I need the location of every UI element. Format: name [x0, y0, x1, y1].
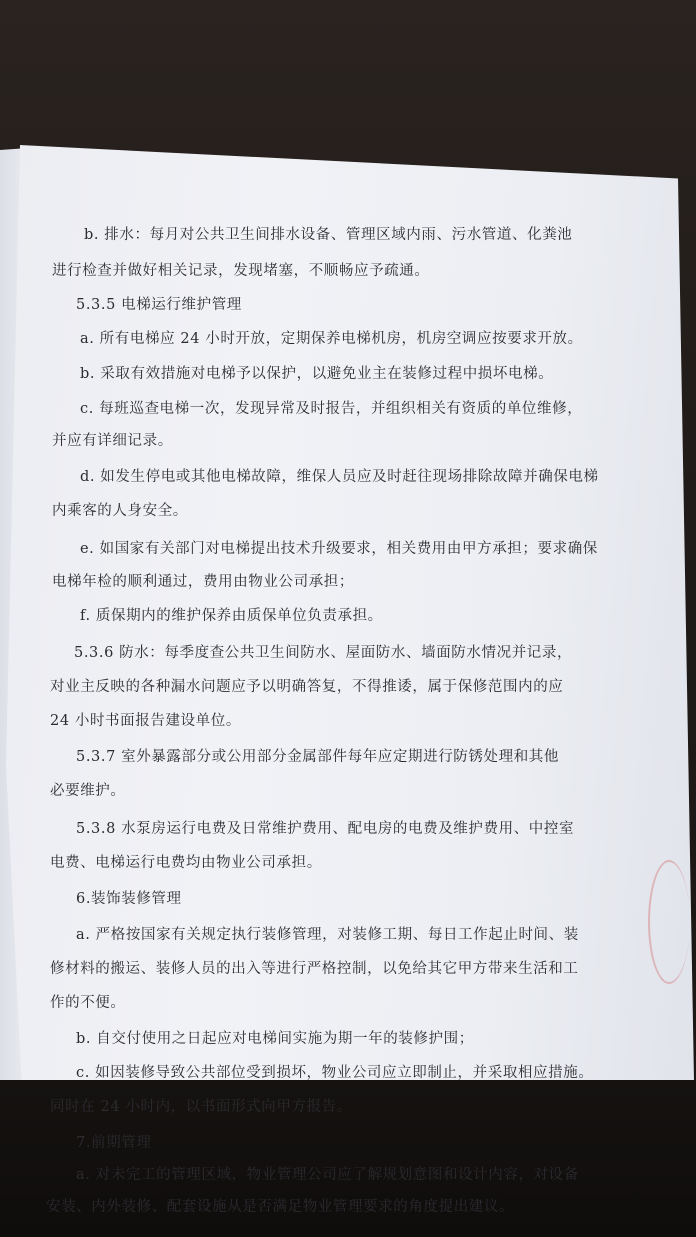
text-line: b. 自交付使用之日起应对电梯间实施为期一年的装修护围；: [76, 1031, 474, 1047]
text-line: d. 如发生停电或其他电梯故障，维保人员应及时赶往现场排除故障并确保电梯: [80, 469, 599, 485]
text-line: b. 采取有效措施对电梯予以保护，以避免业主在装修过程中损坏电梯。: [80, 366, 554, 382]
section-heading: 5.3.5 电梯运行维护管理: [76, 297, 242, 313]
text-line: a. 严格按国家有关规定执行装修管理，对装修工期、每日工作起止时间、装: [76, 927, 579, 943]
text-line: 电费、电梯运行电费均由物业公司承担。: [50, 855, 322, 871]
text-line: 修材料的搬运、装修人员的出入等进行严格控制，以免给其它甲方带来生活和工: [50, 961, 579, 977]
text-line: 必要维护。: [50, 783, 126, 799]
text-line: 并应有详细记录。: [52, 433, 173, 449]
text-line: 5.3.6 防水：每季度查公共卫生间防水、屋面防水、墙面防水情况并记录，: [74, 645, 573, 661]
text-line: 内乘客的人身安全。: [52, 503, 188, 519]
text-line: 对业主反映的各种漏水问题应予以明确答复，不得推诿，属于保修范围内的应: [50, 679, 564, 695]
text-line: 5.3.7 室外暴露部分或公用部分金属部件每年应定期进行防锈处理和其他: [76, 749, 560, 765]
text-line: c. 每班巡查电梯一次，发现异常及时报告，并组织相关有资质的单位维修，: [80, 401, 583, 417]
text-line: b. 排水：每月对公共卫生间排水设备、管理区域内雨、污水管道、化粪池: [84, 227, 573, 243]
text-line: a. 所有电梯应 24 小时开放，定期保养电梯机房，机房空调应按要求开放。: [80, 331, 583, 347]
text-line: 安装、内外装修、配套设施从是否满足物业管理要求的角度提出建议。: [46, 1199, 515, 1215]
text-line: 5.3.8 水泵房运行电费及日常维护费用、配电房的电费及维护费用、中控室: [76, 821, 575, 837]
section-heading: 6.装饰装修管理: [76, 891, 182, 907]
text-line: f. 质保期内的维护保养由质保单位负责承担。: [80, 608, 383, 624]
text-line: 同时在 24 小时内，以书面形式向甲方报告。: [50, 1099, 352, 1115]
text-line: e. 如国家有关部门对电梯提出技术升级要求，相关费用由甲方承担；要求确保: [80, 541, 598, 557]
text-line: 电梯年检的顺利通过，费用由物业公司承担；: [52, 574, 354, 590]
text-line: 进行检查并做好相关记录，发现堵塞，不顺畅应予疏通。: [52, 263, 430, 279]
text-line: a. 对未完工的管理区域，物业管理公司应了解规划意图和设计内容，对设备: [76, 1167, 579, 1183]
text-line: c. 如因装修导致公共部位受到损坏，物业公司应立即制止，并采取相应措施。: [76, 1065, 594, 1081]
text-line: 24 小时书面报告建设单位。: [50, 713, 241, 729]
section-heading: 7.前期管理: [76, 1135, 152, 1151]
text-line: 作的不便。: [50, 995, 126, 1011]
